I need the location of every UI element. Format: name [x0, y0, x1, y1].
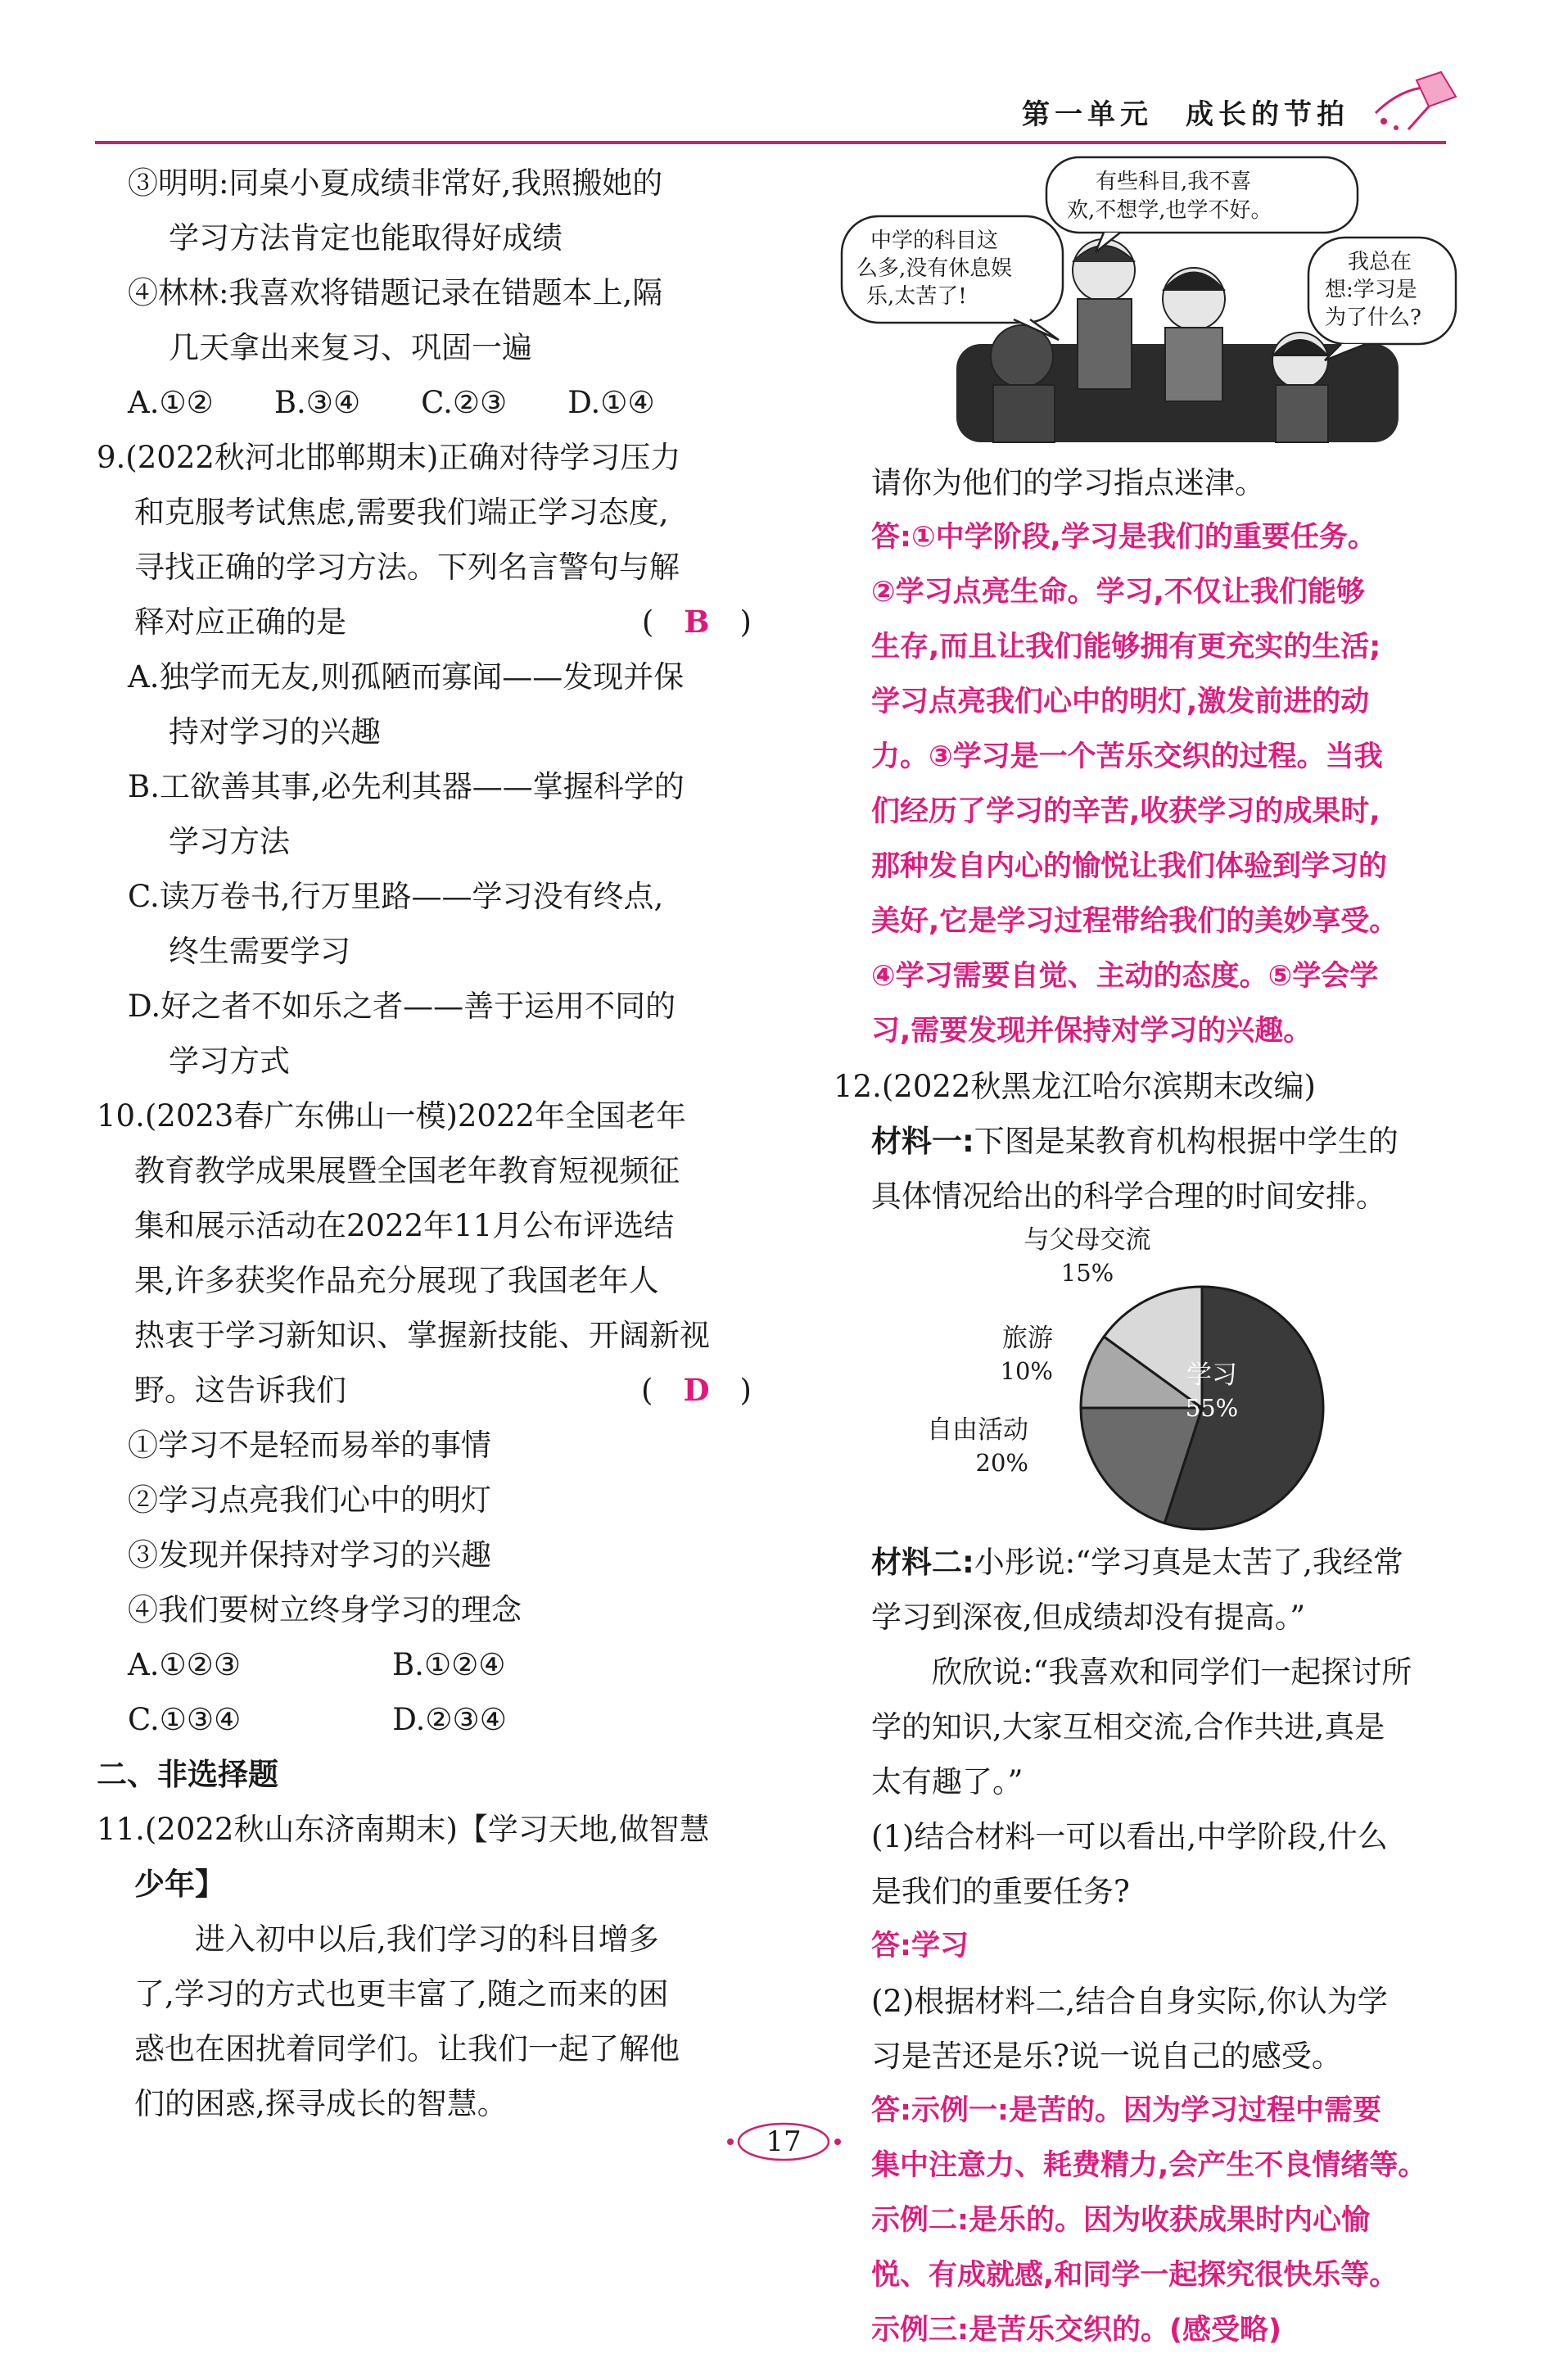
left-line	[97, 759, 752, 814]
line-text: C.读万卷书,行万里路——学习没有终点,	[128, 879, 664, 914]
line-text: (2)根据材料二,结合自身实际,你认为学	[871, 1984, 1388, 2019]
pie-value-0: 55%	[1185, 1394, 1239, 1422]
right-bottom-line	[834, 2193, 1480, 2248]
line-text: 野。这告诉我们	[134, 1373, 346, 1408]
line-text: ②学习点亮生命。学习,不仅让我们能够	[871, 576, 1365, 609]
header-rule	[95, 141, 1446, 144]
bubble3-line2: 想:学习是	[1325, 278, 1417, 302]
left-line	[97, 1582, 752, 1637]
left-line	[97, 2021, 752, 2076]
line-text: 下图是某教育机构根据中学生的	[974, 1124, 1399, 1159]
line-text: (1)结合材料一可以看出,中学阶段,什么	[871, 1819, 1388, 1854]
bubble2-line2: 么多,没有休息娱	[856, 256, 1013, 281]
line-text: 那种发自内心的愉悦让我们体验到学习的	[871, 850, 1388, 883]
line-text: 示例二:是乐的。因为收获成果时内心愉	[871, 2204, 1370, 2237]
right-top-line	[834, 730, 1480, 785]
line-text: 们经历了学习的辛苦,收获学习的成果时,	[871, 795, 1380, 828]
answer-choice: D	[683, 1372, 710, 1408]
line-text: 答:①中学阶段,学习是我们的重要任务。	[871, 521, 1376, 554]
line-text: ④学习需要自觉、主动的态度。⑤学会学	[871, 960, 1379, 993]
line-text: 学习到深夜,但成绩却没有提高。”	[871, 1600, 1306, 1635]
bubble1-line1: 有些科目,我不喜	[1096, 170, 1252, 194]
line-text: ②学习点亮我们心中的明灯	[128, 1482, 491, 1518]
line-text: 悦、有成就感,和同学一起探究很快乐等。	[871, 2259, 1399, 2292]
line-text: 小彤说:“学习真是太苦了,我经常	[974, 1545, 1403, 1580]
right-bottom-line	[834, 2029, 1480, 2084]
line-text: ③发现并保持对学习的兴趣	[128, 1537, 491, 1573]
left-line	[97, 1034, 752, 1088]
right-top-line	[834, 455, 1480, 510]
line-text: 具体情况给出的科学合理的时间安排。	[871, 1179, 1386, 1214]
right-bottom-line	[834, 1699, 1480, 1754]
right-bottom-line	[834, 1590, 1480, 1645]
line-text: 是我们的重要任务?	[871, 1874, 1130, 1909]
right-bottom-line	[834, 2138, 1480, 2193]
line-text: A.①②③ B.①②④	[128, 1647, 506, 1682]
left-line	[97, 704, 752, 759]
right-bottom-line	[834, 1645, 1480, 1699]
left-line	[97, 1637, 752, 1692]
pie-label-1: 自由活动	[927, 1415, 1028, 1445]
left-line	[97, 540, 752, 595]
line-text: 们的困惑,探寻成长的智慧。	[134, 2086, 508, 2121]
right-top-line	[834, 1169, 1480, 1224]
right-bottom-line	[834, 2084, 1480, 2138]
right-top-line	[834, 675, 1480, 730]
line-text: B.工欲善其事,必先利其器——掌握科学的	[128, 769, 685, 804]
right-bottom-line	[834, 1919, 1480, 1974]
line-text: 请你为他们的学习指点迷津。	[871, 465, 1265, 500]
line-text: 学习方法肯定也能取得好成绩	[169, 220, 563, 256]
pie-value-2: 10%	[1000, 1357, 1053, 1385]
right-top-line	[834, 840, 1480, 894]
line-text: ④我们要树立终身学习的理念	[128, 1592, 522, 1627]
line-text: 12.(2022秋黑龙江哈尔滨期末改编)	[834, 1069, 1316, 1104]
right-bottom-line	[834, 1754, 1480, 1809]
right-bottom-line	[834, 1864, 1480, 1919]
pie-value-3: 15%	[1060, 1259, 1114, 1287]
right-top-line	[834, 620, 1480, 675]
left-line	[97, 265, 752, 320]
line-text: 二、非选择题	[97, 1757, 278, 1792]
line-text: 习,需要发现并保持对学习的兴趣。	[871, 1015, 1313, 1048]
line-text: 集和展示活动在2022年11月公布评选结	[134, 1208, 675, 1243]
right-bottom-line	[834, 2248, 1480, 2303]
line-text: 寻找正确的学习方法。下列名言警句与解	[134, 550, 680, 585]
line-text: 力。③学习是一个苦乐交织的过程。当我	[871, 740, 1383, 773]
left-line	[97, 924, 752, 979]
line-text: 惑也在困扰着同学们。让我们一起了解他	[134, 2031, 680, 2066]
right-top-line	[834, 510, 1480, 565]
line-text: 几天拿出来复习、巩固一遍	[169, 330, 532, 365]
line-text: A.①② B.③④ C.②③ D.①④	[128, 385, 655, 420]
left-line	[97, 1473, 752, 1527]
line-text: 学习方法	[169, 824, 290, 859]
left-line	[97, 814, 752, 869]
line-text: 学习点亮我们心中的明灯,激发前进的动	[871, 686, 1370, 718]
line-text: 教育教学成果展暨全国老年教育短视频征	[134, 1153, 680, 1188]
line-text: 美好,它是学习过程带给我们的美妙享受。	[871, 905, 1399, 938]
line-text: 进入初中以后,我们学习的科目增多	[134, 1921, 659, 1957]
line-text: 学的知识,大家互相交流,合作共进,真是	[871, 1709, 1385, 1745]
left-line	[97, 156, 752, 210]
pie-label-0: 学习	[1186, 1360, 1237, 1390]
left-line	[97, 1308, 752, 1363]
right-top-line	[834, 565, 1480, 620]
left-line	[97, 430, 752, 485]
right-bottom-text	[834, 1535, 1480, 2358]
right-top-line	[834, 894, 1480, 949]
right-bottom-line	[834, 1974, 1480, 2029]
line-text: 释对应正确的是	[134, 604, 346, 640]
line-text: 生存,而且让我们能够拥有更充实的生活;	[871, 631, 1381, 663]
line-text: 学习方式	[169, 1043, 290, 1079]
left-line	[97, 210, 752, 265]
left-line	[97, 2076, 752, 2131]
unit-header-title: 第一单元 成长的节拍	[1022, 98, 1349, 131]
left-line	[97, 979, 752, 1034]
pen-decoration-icon	[1359, 64, 1466, 138]
left-line	[97, 1363, 752, 1418]
line-text: 少年】	[134, 1867, 225, 1902]
left-line	[97, 1857, 752, 1912]
line-text: 持对学习的兴趣	[169, 714, 381, 749]
material-label: 材料一:	[871, 1124, 974, 1159]
pie-svg	[834, 1224, 1480, 1535]
line-text: 答:学习	[871, 1930, 969, 1962]
left-line	[97, 1198, 752, 1253]
left-line	[97, 1143, 752, 1198]
bubble3-line3: 为了什么?	[1325, 305, 1421, 330]
right-column	[834, 156, 1480, 2358]
line-text: 10.(2023春广东佛山一模)2022年全国老年	[97, 1098, 687, 1134]
right-bottom-line	[834, 2303, 1480, 2358]
right-top-line	[834, 949, 1480, 1004]
right-bottom-line	[834, 1535, 1480, 1590]
pie-label-3: 与父母交流	[1023, 1225, 1151, 1255]
left-line	[97, 1088, 752, 1143]
pie-label-2: 旅游	[1002, 1324, 1053, 1353]
students-cartoon	[834, 156, 1480, 450]
right-bottom-line	[834, 1809, 1480, 1864]
bubble2-line3: 乐,太苦了!	[866, 284, 967, 309]
pie-value-1: 20%	[975, 1449, 1028, 1477]
line-text: ①学习不是轻而易举的事情	[128, 1428, 491, 1463]
right-top-line	[834, 785, 1480, 840]
line-text: 示例三:是苦乐交织的。(感受略)	[871, 2314, 1281, 2347]
line-text: 9.(2022秋河北邯郸期末)正确对待学习压力	[97, 440, 681, 475]
line-text: ③明明:同桌小夏成绩非常好,我照搬她的	[128, 165, 663, 201]
line-text: 欣欣说:“我喜欢和同学们一起探讨所	[871, 1654, 1412, 1690]
left-line	[97, 485, 752, 540]
left-line	[97, 1802, 752, 1857]
left-line	[97, 1912, 752, 1967]
left-line	[97, 869, 752, 924]
line-text: D.好之者不如乐之者——善于运用不同的	[128, 989, 676, 1024]
line-text: 答:示例一:是苦的。因为学习过程中需要	[871, 2094, 1381, 2127]
line-text: C.①③④ D.②③④	[128, 1702, 507, 1737]
left-line	[97, 649, 752, 704]
left-line	[97, 1747, 752, 1802]
cartoon-illustration	[834, 156, 1480, 450]
line-text: 和克服考试焦虑,需要我们端正学习态度,	[134, 495, 669, 530]
left-line	[97, 1692, 752, 1747]
left-line	[97, 320, 752, 375]
time-allocation-pie-chart	[834, 1224, 1480, 1535]
bubble2-line1: 中学的科目这	[870, 229, 999, 253]
left-column	[97, 156, 752, 2131]
answer-choice: B	[684, 604, 710, 640]
bubble1-line2: 欢,不想学,也学不好。	[1067, 198, 1272, 223]
line-text: 了,学习的方式也更丰富了,随之而来的困	[134, 1976, 669, 2012]
line-text: 11.(2022秋山东济南期末)【学习天地,做智慧	[97, 1812, 710, 1847]
right-top-line	[834, 1004, 1480, 1059]
line-text: 终生需要学习	[169, 934, 350, 969]
left-line	[97, 1253, 752, 1308]
line-text: A.独学而无友,则孤陋而寡闻——发现并保	[128, 659, 685, 695]
bubble3-line1: 我总在	[1348, 250, 1412, 274]
line-text: 习是苦还是乐?说一说自己的感受。	[871, 2039, 1342, 2074]
answer-bracket: ( D )	[641, 1372, 752, 1408]
line-text: 热衷于学习新知识、掌握新技能、开阔新视	[134, 1318, 710, 1353]
left-line	[97, 375, 752, 430]
line-text: 集中注意力、耗费精力,会产生不良情绪等。	[871, 2149, 1427, 2182]
right-top-line	[834, 1114, 1480, 1169]
line-text: 太有趣了。”	[871, 1764, 1023, 1799]
line-text: 果,许多获奖作品充分展现了我国老年人	[134, 1263, 659, 1298]
left-line	[97, 1418, 752, 1473]
left-line	[97, 1967, 752, 2021]
material-label: 材料二:	[871, 1545, 974, 1580]
left-line	[97, 1527, 752, 1582]
right-top-line	[834, 1059, 1480, 1114]
right-top-text	[834, 455, 1480, 1224]
line-text: ④林林:我喜欢将错题记录在错题本上,隔	[128, 275, 663, 310]
left-line	[97, 595, 752, 649]
answer-bracket: ( B )	[641, 604, 752, 640]
page-number: 17	[766, 2125, 802, 2158]
